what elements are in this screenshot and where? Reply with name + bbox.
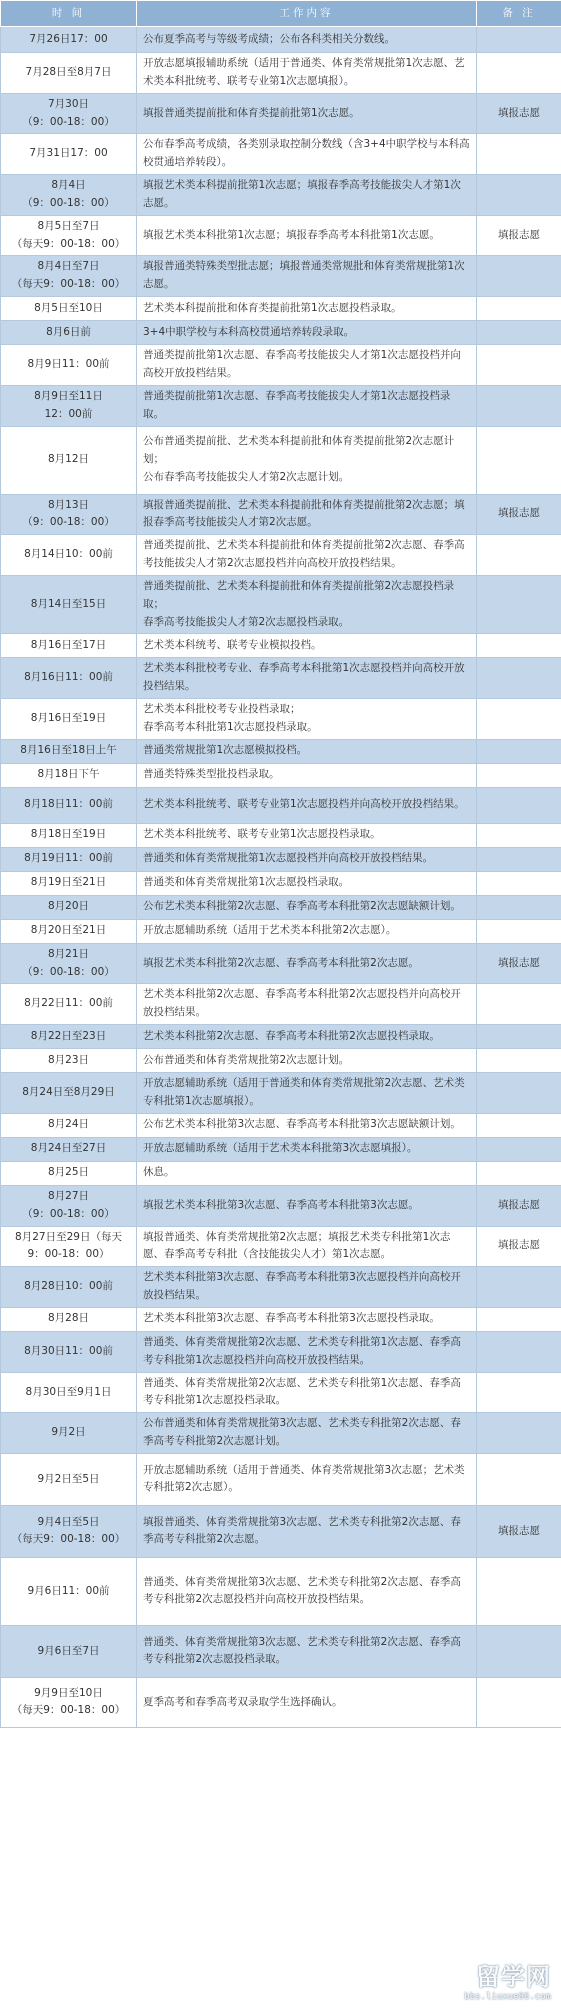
table-row — [1, 215, 561, 256]
row-time: 8月16日至19日 — [1, 699, 137, 740]
row-note — [477, 1372, 561, 1413]
table-row — [1, 256, 561, 297]
row-time: 8月23日 — [1, 1049, 137, 1073]
site-watermark — [464, 1957, 551, 2002]
table-row — [1, 1025, 561, 1049]
table-row — [1, 1625, 561, 1677]
row-time: 8月24日至27日 — [1, 1137, 137, 1161]
row-content: 填报普通类提前批和体育类提前批第1次志愿。 — [137, 93, 477, 134]
row-content: 填报普通类、体育类常规批第2次志愿；填报艺术类专科批第1次志愿、春季高考专科批（含技能拔尖人才）第1次志愿。 — [137, 1226, 477, 1267]
row-content: 普通类、体育类常规批第3次志愿、艺术类专科批第2次志愿、春季高考专科批第2次志愿投档并向高校开放投档结果。 — [137, 1557, 477, 1625]
row-note — [477, 321, 561, 345]
row-note — [477, 575, 561, 634]
row-note — [477, 1161, 561, 1185]
row-time: 8月18日至19日 — [1, 823, 137, 847]
row-note: 填报志愿 — [477, 943, 561, 984]
row-time: 8月16日11：00前 — [1, 658, 137, 699]
row-content: 夏季高考和春季高考双录取学生选择确认。 — [137, 1677, 477, 1727]
row-note — [477, 847, 561, 871]
row-note — [477, 1677, 561, 1727]
row-content: 普通类和体育类常规批第1次志愿投档录取。 — [137, 871, 477, 895]
row-time: 8月30日11：00前 — [1, 1331, 137, 1372]
row-note — [477, 53, 561, 94]
row-time: 7月30日 （9：00-18：00） — [1, 93, 137, 134]
row-note — [477, 535, 561, 576]
row-time: 8月25日 — [1, 1161, 137, 1185]
row-note — [477, 1137, 561, 1161]
watermark-url: bbs.liuxue86.com — [464, 1992, 551, 2002]
row-content: 开放志愿辅助系统（适用于普通类和体育类常规批第2次志愿、艺术类专科批第1次志愿填报）。 — [137, 1073, 477, 1114]
row-content: 艺术类本科提前批和体育类提前批第1次志愿投档录取。 — [137, 297, 477, 321]
row-time: 8月14日10：00前 — [1, 535, 137, 576]
row-time: 8月12日 — [1, 426, 137, 494]
row-time: 9月4日至5日 （每天9：00-18：00） — [1, 1505, 137, 1557]
row-note — [477, 256, 561, 297]
table-row — [1, 895, 561, 919]
row-time: 8月28日10：00前 — [1, 1267, 137, 1308]
row-note: 填报志愿 — [477, 1185, 561, 1226]
row-time: 8月19日至21日 — [1, 871, 137, 895]
row-note — [477, 919, 561, 943]
row-note — [477, 823, 561, 847]
table-row — [1, 1557, 561, 1625]
row-content: 普通类、体育类常规批第2次志愿、艺术类专科批第1次志愿、春季高考专科批第1次志愿投档并向高校开放投档结果。 — [137, 1331, 477, 1372]
row-content: 艺术类本科批校考专业投档录取； 春季高考本科批第1次志愿投档录取。 — [137, 699, 477, 740]
row-content: 普通类提前批第1次志愿、春季高考技能拔尖人才第1次志愿投档并向高校开放投档结果。 — [137, 345, 477, 386]
row-content: 填报普通类特殊类型批志愿；填报普通类常规批和体育类常规批第1次志愿。 — [137, 256, 477, 297]
row-note — [477, 634, 561, 658]
row-time: 9月2日至5日 — [1, 1453, 137, 1505]
row-time: 8月14日至15日 — [1, 575, 137, 634]
table-row — [1, 1372, 561, 1413]
table-row — [1, 634, 561, 658]
row-content: 艺术类本科统考、联考专业模拟投档。 — [137, 634, 477, 658]
row-time: 8月5日至7日 （每天9：00-18：00） — [1, 215, 137, 256]
row-content: 普通类和体育类常规批第1次志愿投档并向高校开放投档结果。 — [137, 847, 477, 871]
table-row — [1, 1161, 561, 1185]
row-note — [477, 1453, 561, 1505]
row-time: 8月4日 （9：00-18：00） — [1, 175, 137, 216]
row-time: 8月27日 （9：00-18：00） — [1, 1185, 137, 1226]
row-note — [477, 984, 561, 1025]
row-content: 开放志愿填报辅助系统（适用于普通类、体育类常规批第1次志愿、艺术类本科批统考、联考专业第1次志愿填报）。 — [137, 53, 477, 94]
row-time: 7月28日至8月7日 — [1, 53, 137, 94]
table-row — [1, 1505, 561, 1557]
header-content: 工作内容 — [137, 1, 477, 27]
table-row — [1, 1307, 561, 1331]
table-row — [1, 321, 561, 345]
row-time: 8月9日11：00前 — [1, 345, 137, 386]
row-content: 填报艺术类本科批第2次志愿、春季高考本科批第2次志愿。 — [137, 943, 477, 984]
table-row — [1, 27, 561, 53]
table-row — [1, 984, 561, 1025]
row-content: 公布普通类和体育类常规批第3次志愿、艺术类专科批第2次志愿、春季高考专科批第2次志愿计划。 — [137, 1413, 477, 1454]
row-time: 8月4日至7日 （每天9：00-18：00） — [1, 256, 137, 297]
row-time: 8月24日至8月29日 — [1, 1073, 137, 1114]
row-time: 9月9日至10日 （每天9：00-18：00） — [1, 1677, 137, 1727]
row-note — [477, 699, 561, 740]
row-note — [477, 1049, 561, 1073]
row-time: 7月31日17：00 — [1, 134, 137, 175]
row-content: 公布普通类提前批、艺术类本科提前批和体育类提前批第2次志愿计划； 公布春季高考技能拔尖人才第2次志愿计划。 — [137, 426, 477, 494]
row-content: 填报普通类提前批、艺术类本科提前批和体育类提前批第2次志愿；填报春季高考技能拔尖人才第2次志愿。 — [137, 494, 477, 535]
row-time: 8月18日下午 — [1, 763, 137, 787]
row-time: 8月24日 — [1, 1113, 137, 1137]
row-content: 3+4中职学校与本科高校贯通培养转段录取。 — [137, 321, 477, 345]
table-row — [1, 1185, 561, 1226]
row-time: 8月22日11：00前 — [1, 984, 137, 1025]
row-note — [477, 658, 561, 699]
table-row — [1, 535, 561, 576]
row-content: 艺术类本科批第3次志愿、春季高考本科批第3次志愿投档录取。 — [137, 1307, 477, 1331]
row-content: 开放志愿辅助系统（适用于普通类、体育类常规批第3次志愿；艺术类专科批第2次志愿）。 — [137, 1453, 477, 1505]
row-note — [477, 1267, 561, 1308]
row-note — [477, 134, 561, 175]
table-row — [1, 1226, 561, 1267]
row-time: 9月6日11：00前 — [1, 1557, 137, 1625]
row-content: 公布春季高考成绩，各类别录取控制分数线（含3+4中职学校与本科高校贯通培养转段）。 — [137, 134, 477, 175]
row-time: 8月22日至23日 — [1, 1025, 137, 1049]
table-row — [1, 1453, 561, 1505]
row-content: 公布夏季高考与等级考成绩；公布各科类相关分数线。 — [137, 27, 477, 53]
row-content: 开放志愿辅助系统（适用于艺术类本科批第3次志愿填报）。 — [137, 1137, 477, 1161]
row-content: 普通类、体育类常规批第2次志愿、艺术类专科批第1次志愿、春季高考专科批第1次志愿投档录取。 — [137, 1372, 477, 1413]
row-time: 8月18日11：00前 — [1, 787, 137, 823]
row-note — [477, 787, 561, 823]
row-note — [477, 1025, 561, 1049]
row-content: 填报艺术类本科提前批第1次志愿；填报春季高考技能拔尖人才第1次志愿。 — [137, 175, 477, 216]
row-note — [477, 345, 561, 386]
header-note: 备 注 — [477, 1, 561, 27]
row-time: 8月5日至10日 — [1, 297, 137, 321]
table-row — [1, 1677, 561, 1727]
table-row — [1, 1267, 561, 1308]
row-note — [477, 297, 561, 321]
row-note — [477, 1307, 561, 1331]
row-content: 普通类特殊类型批投档录取。 — [137, 763, 477, 787]
table-row — [1, 175, 561, 216]
table-row — [1, 1073, 561, 1114]
row-note: 填报志愿 — [477, 93, 561, 134]
row-time: 8月20日至21日 — [1, 919, 137, 943]
row-content: 公布艺术类本科批第2次志愿、春季高考本科批第2次志愿缺额计划。 — [137, 895, 477, 919]
table-row — [1, 763, 561, 787]
table-row — [1, 739, 561, 763]
table-row — [1, 787, 561, 823]
row-content: 休息。 — [137, 1161, 477, 1185]
table-row — [1, 658, 561, 699]
row-content: 普通类常规批第1次志愿模拟投档。 — [137, 739, 477, 763]
row-content: 艺术类本科批统考、联考专业第1次志愿投档并向高校开放投档结果。 — [137, 787, 477, 823]
row-content: 开放志愿辅助系统（适用于艺术类本科批第2次志愿）。 — [137, 919, 477, 943]
row-note — [477, 1557, 561, 1625]
row-time: 8月9日至11日 12：00前 — [1, 385, 137, 426]
table-row — [1, 1137, 561, 1161]
table-row — [1, 699, 561, 740]
row-content: 公布艺术类本科批第3次志愿、春季高考本科批第3次志愿缺额计划。 — [137, 1113, 477, 1137]
row-content: 普通类提前批、艺术类本科提前批和体育类提前批第2次志愿、春季高考技能拔尖人才第2次志愿投档并向高校开放投档结果。 — [137, 535, 477, 576]
row-content: 艺术类本科批校考专业、春季高考本科批第1次志愿投档并向高校开放投档结果。 — [137, 658, 477, 699]
table-row — [1, 575, 561, 634]
row-note: 填报志愿 — [477, 1226, 561, 1267]
table-row — [1, 943, 561, 984]
row-note — [477, 1113, 561, 1137]
table-row — [1, 494, 561, 535]
row-note — [477, 1073, 561, 1114]
row-content: 公布普通类和体育类常规批第2次志愿计划。 — [137, 1049, 477, 1073]
row-content: 艺术类本科批第2次志愿、春季高考本科批第2次志愿投档并向高校开放投档结果。 — [137, 984, 477, 1025]
row-note — [477, 1625, 561, 1677]
table-row — [1, 385, 561, 426]
row-time: 8月13日 （9：00-18：00） — [1, 494, 137, 535]
row-content: 填报普通类、体育类常规批第3次志愿、艺术类专科批第2次志愿、春季高考专科批第2次志愿。 — [137, 1505, 477, 1557]
table-row — [1, 1049, 561, 1073]
row-note — [477, 895, 561, 919]
table-row — [1, 1413, 561, 1454]
table-row — [1, 426, 561, 494]
table-header-row — [1, 1, 561, 27]
table-row — [1, 345, 561, 386]
row-note — [477, 871, 561, 895]
table-row — [1, 871, 561, 895]
row-time: 8月16日至17日 — [1, 634, 137, 658]
header-time: 时 间 — [1, 1, 137, 27]
row-time: 8月30日至9月1日 — [1, 1372, 137, 1413]
table-row — [1, 53, 561, 94]
row-content: 填报艺术类本科批第1次志愿；填报春季高考本科批第1次志愿。 — [137, 215, 477, 256]
row-time: 8月20日 — [1, 895, 137, 919]
table-row — [1, 134, 561, 175]
row-time: 8月16日至18日上午 — [1, 739, 137, 763]
row-time: 8月27日至29日（每天 9：00-18：00） — [1, 1226, 137, 1267]
table-row — [1, 297, 561, 321]
row-note — [477, 175, 561, 216]
row-time: 8月28日 — [1, 1307, 137, 1331]
row-note: 填报志愿 — [477, 1505, 561, 1557]
row-time: 8月21日 （9：00-18：00） — [1, 943, 137, 984]
table-row — [1, 847, 561, 871]
row-time: 9月6日至7日 — [1, 1625, 137, 1677]
row-note — [477, 27, 561, 53]
table-row — [1, 919, 561, 943]
row-time: 9月2日 — [1, 1413, 137, 1454]
row-content: 普通类提前批第1次志愿、春季高考技能拔尖人才第1次志愿投档录取。 — [137, 385, 477, 426]
row-note — [477, 385, 561, 426]
table-row — [1, 1113, 561, 1137]
row-content: 普通类、体育类常规批第3次志愿、艺术类专科批第2次志愿、春季高考专科批第2次志愿投档录取。 — [137, 1625, 477, 1677]
table-row — [1, 823, 561, 847]
table-row — [1, 1331, 561, 1372]
table-row — [1, 93, 561, 134]
row-content: 普通类提前批、艺术类本科提前批和体育类提前批第2次志愿投档录取； 春季高考技能拔尖人才第2次志愿投档录取。 — [137, 575, 477, 634]
row-time: 8月19日11：00前 — [1, 847, 137, 871]
row-note — [477, 426, 561, 494]
row-note — [477, 739, 561, 763]
row-note: 填报志愿 — [477, 215, 561, 256]
row-note — [477, 1331, 561, 1372]
row-content: 填报艺术类本科批第3次志愿、春季高考本科批第3次志愿。 — [137, 1185, 477, 1226]
row-time: 7月26日17：00 — [1, 27, 137, 53]
row-content: 艺术类本科批统考、联考专业第1次志愿投档录取。 — [137, 823, 477, 847]
row-content: 艺术类本科批第2次志愿、春季高考本科批第2次志愿投档录取。 — [137, 1025, 477, 1049]
row-note: 填报志愿 — [477, 494, 561, 535]
row-time: 8月6日前 — [1, 321, 137, 345]
row-content: 艺术类本科批第3次志愿、春季高考本科批第3次志愿投档并向高校开放投档结果。 — [137, 1267, 477, 1308]
watermark-logo: 留学网 — [476, 1963, 551, 1991]
row-note — [477, 1413, 561, 1454]
row-note — [477, 763, 561, 787]
